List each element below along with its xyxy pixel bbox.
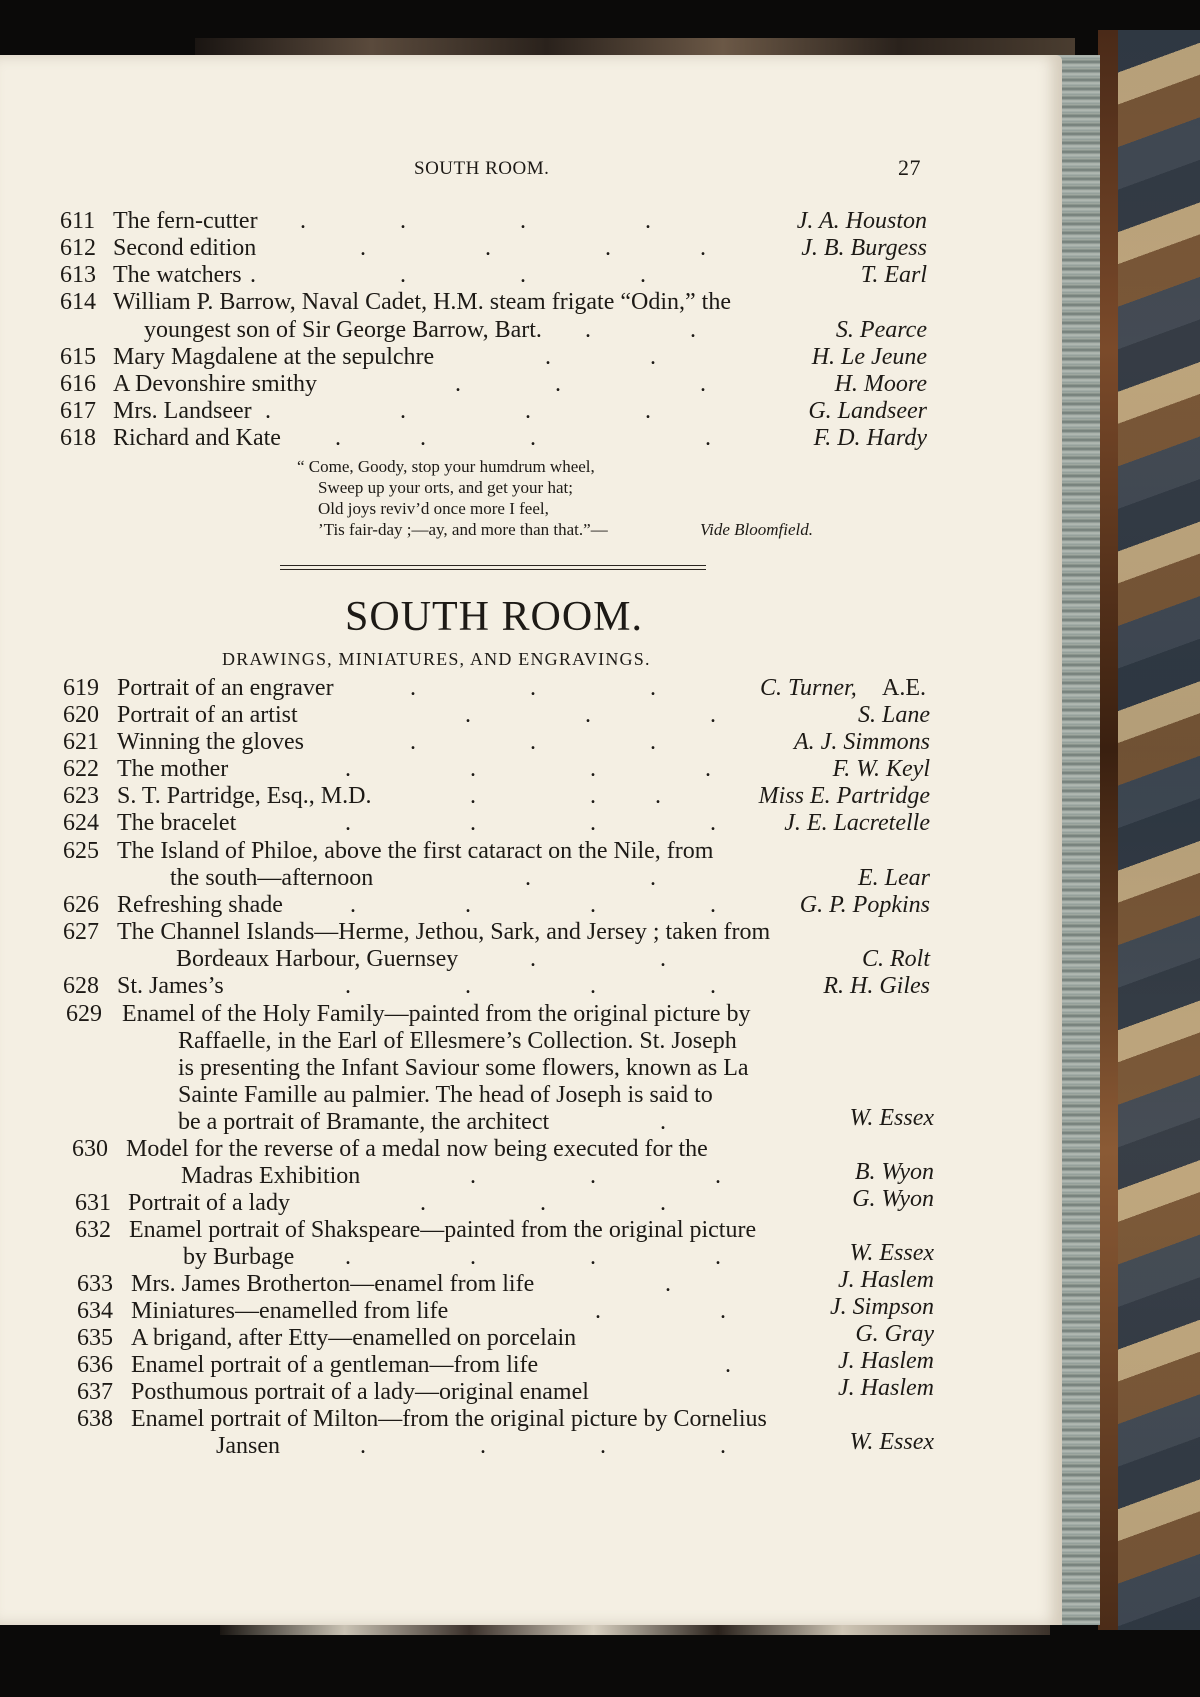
leader-dot: . [650, 344, 656, 370]
entry-title-continuation: youngest son of Sir George Barrow, Bart. [144, 317, 542, 343]
section-subtitle: DRAWINGS, MINIATURES, AND ENGRAVINGS. [222, 649, 651, 669]
entry-title: A Devonshire smithy [113, 371, 317, 397]
entry-number: 622 [63, 756, 99, 782]
verse-attribution: Vide Bloomfield. [700, 520, 813, 539]
entry-artist: C. Rolt [861, 946, 930, 972]
leader-dot: . [345, 810, 351, 836]
leader-dot: . [345, 756, 351, 782]
entry-title-continuation: Bordeaux Harbour, Guernsey [176, 946, 459, 972]
leader-dot: . [705, 425, 711, 451]
entry-number: 628 [63, 973, 99, 999]
leader-dot: . [345, 973, 351, 999]
entry-title: Portrait of an engraver [117, 675, 334, 701]
leader-dot: . [465, 973, 471, 999]
entry-number: 615 [60, 344, 96, 370]
leader-dot: . [360, 235, 366, 261]
entry-artist: J. Haslem [838, 1375, 934, 1401]
entry-title: St. James’s [117, 973, 224, 999]
leader-dot: . [525, 865, 531, 891]
entry-number: 638 [77, 1406, 113, 1432]
leader-dot: . [470, 783, 476, 809]
leader-dot: . [400, 208, 406, 234]
leader-dot: . [650, 675, 656, 701]
entry-title: A brigand, after Etty—enamelled on porcelain [131, 1325, 577, 1351]
entry-title: Model for the reverse of a medal now being executed for the [126, 1136, 708, 1162]
leader-dot: . [590, 892, 596, 918]
entry-title: Mrs. Landseer [113, 398, 252, 424]
entry-number: 618 [60, 425, 96, 451]
leader-dot: . [585, 702, 591, 728]
entry-number: 633 [77, 1271, 113, 1297]
leader-dot: . [705, 756, 711, 782]
marbled-cover-board [1098, 30, 1200, 1630]
leader-dot: . [485, 235, 491, 261]
entry-title: The Channel Islands—Herme, Jethou, Sark, and Jersey ; taken from [117, 919, 771, 945]
entry-number: 635 [77, 1325, 113, 1351]
leader-dot: . [410, 729, 416, 755]
entry-title: Portrait of an artist [117, 702, 298, 728]
leader-dot: . [265, 398, 271, 424]
leader-dot: . [720, 1433, 726, 1459]
entry-artist: J. B. Burgess [801, 235, 927, 261]
entry-title-continuation: be a portrait of Bramante, the architect [178, 1109, 550, 1135]
leader-dot: . [470, 756, 476, 782]
leader-dot: . [660, 946, 666, 972]
entry-title-continuation: is presenting the Infant Saviour some flowers, known as La [178, 1055, 749, 1081]
entry-number: 632 [75, 1217, 111, 1243]
entry-title-continuation: Sainte Famille au palmier. The head of Joseph is said to [178, 1082, 713, 1108]
entry-number: 623 [63, 783, 99, 809]
leader-dot: . [700, 371, 706, 397]
leader-dot: . [665, 1271, 671, 1297]
leader-dot: . [455, 371, 461, 397]
leader-dot: . [590, 756, 596, 782]
verse-line: “ Come, Goody, stop your humdrum wheel, [297, 457, 595, 476]
entry-number: 626 [63, 892, 99, 918]
entry-artist: J. A. Houston [796, 208, 927, 234]
entry-number: 617 [60, 398, 96, 424]
entry-number: 630 [72, 1136, 108, 1162]
entry-artist: A. J. Simmons [794, 729, 930, 755]
entry-artist: T. Earl [860, 262, 927, 288]
entry-number: 612 [60, 235, 96, 261]
entry-artist: R. H. Giles [823, 973, 930, 999]
verse-line: Old joys reviv’d once more I feel, [318, 499, 549, 518]
entry-title-continuation: by Burbage [183, 1244, 295, 1270]
entry-title-continuation: Jansen [216, 1433, 280, 1459]
entry-artist: J. Simpson [830, 1294, 934, 1320]
leader-dot: . [725, 1352, 731, 1378]
entry-number: 620 [63, 702, 99, 728]
leader-dot: . [400, 262, 406, 288]
entry-artist: E. Lear [858, 865, 930, 891]
entry-number: 627 [63, 919, 99, 945]
leader-dot: . [540, 1190, 546, 1216]
section-divider [280, 569, 706, 570]
entry-number: 619 [63, 675, 99, 701]
leader-dot: . [465, 702, 471, 728]
entry-title-continuation: Madras Exhibition [181, 1163, 361, 1189]
section-divider [280, 565, 706, 566]
leader-dot: . [300, 208, 306, 234]
entry-title: The mother [117, 756, 229, 782]
entry-artist: J. E. Lacretelle [784, 810, 930, 836]
leader-dot: . [700, 235, 706, 261]
entry-title: The bracelet [117, 810, 237, 836]
leader-dot: . [465, 892, 471, 918]
entry-artist: B. Wyon [854, 1159, 934, 1185]
leader-dot: . [710, 892, 716, 918]
leader-dot: . [710, 810, 716, 836]
entry-artist-suffix: A.E. [882, 675, 926, 701]
leader-dot: . [470, 1244, 476, 1270]
leader-dot: . [335, 425, 341, 451]
leader-dot: . [660, 1190, 666, 1216]
verse-line: Sweep up your orts, and get your hat; [318, 478, 573, 497]
leader-dot: . [720, 1298, 726, 1324]
leader-dot: . [715, 1244, 721, 1270]
leader-dot: . [345, 1244, 351, 1270]
leader-dot: . [655, 783, 661, 809]
entry-title: Miniatures—enamelled from life [131, 1298, 449, 1324]
leader-dot: . [640, 262, 646, 288]
leader-dot: . [520, 208, 526, 234]
entry-artist: W. Essex [849, 1240, 934, 1266]
entry-artist: J. Haslem [838, 1267, 934, 1293]
leader-dot: . [590, 1244, 596, 1270]
entry-title: Second edition [113, 235, 257, 261]
entry-artist: F. W. Keyl [832, 756, 930, 782]
leader-dot: . [590, 810, 596, 836]
entry-artist: H. Moore [834, 371, 927, 397]
leader-dot: . [470, 1163, 476, 1189]
entry-title: Mrs. James Brotherton—enamel from life [131, 1271, 535, 1297]
entry-title: The fern-cutter [113, 208, 258, 234]
entry-artist: G. P. Popkins [799, 892, 930, 918]
entry-title: Richard and Kate [113, 425, 281, 451]
entry-title: Mary Magdalene at the sepulchre [113, 344, 435, 370]
entry-title: Enamel portrait of Shakspeare—painted from the original picture [129, 1217, 757, 1243]
leader-dot: . [530, 946, 536, 972]
entry-number: 625 [63, 838, 99, 864]
entry-artist: C. Turner, [760, 675, 857, 701]
leader-dot: . [350, 892, 356, 918]
leader-dot: . [645, 208, 651, 234]
entry-artist: Miss E. Partridge [758, 783, 930, 809]
leader-dot: . [480, 1433, 486, 1459]
leader-dot: . [525, 398, 531, 424]
entry-artist: S. Pearce [835, 317, 927, 343]
leader-dot: . [530, 425, 536, 451]
entry-title: The watchers [113, 262, 242, 288]
entry-artist: F. D. Hardy [813, 425, 927, 451]
leader-dot: . [530, 675, 536, 701]
leader-dot: . [645, 398, 651, 424]
entry-title: Enamel portrait of Milton—from the original picture by Cornelius [131, 1406, 767, 1432]
leader-dot: . [585, 317, 591, 343]
entry-title: Posthumous portrait of a lady—original enamel [131, 1379, 589, 1405]
entry-number: 637 [77, 1379, 113, 1405]
entry-number: 636 [77, 1352, 113, 1378]
section-title: SOUTH ROOM. [345, 594, 644, 640]
entry-artist: G. Gray [855, 1321, 934, 1347]
leader-dot: . [590, 783, 596, 809]
entry-artist: W. Essex [849, 1429, 934, 1455]
leader-dot: . [595, 1298, 601, 1324]
entry-artist: G. Landseer [808, 398, 927, 424]
leader-dot: . [470, 810, 476, 836]
entry-title: Refreshing shade [117, 892, 283, 918]
leader-dot: . [420, 425, 426, 451]
entry-number: 624 [63, 810, 99, 836]
leader-dot: . [360, 1433, 366, 1459]
entry-title: Portrait of a lady [128, 1190, 290, 1216]
entry-artist: W. Essex [849, 1105, 934, 1131]
catalogue-page [0, 55, 1062, 1625]
entry-artist: G. Wyon [852, 1186, 934, 1212]
leader-dot: . [410, 675, 416, 701]
leader-dot: . [605, 235, 611, 261]
entry-number: 613 [60, 262, 96, 288]
leader-dot: . [715, 1163, 721, 1189]
entry-number: 629 [66, 1001, 102, 1027]
leader-dot: . [710, 702, 716, 728]
entry-number: 616 [60, 371, 96, 397]
leader-dot: . [590, 973, 596, 999]
entry-title: S. T. Partridge, Esq., M.D. [117, 783, 372, 809]
entry-title: William P. Barrow, Naval Cadet, H.M. steam frigate “Odin,” the [113, 289, 731, 315]
entry-title-continuation: the south—afternoon [170, 865, 374, 891]
leader-dot: . [530, 729, 536, 755]
leader-dot: . [660, 1109, 666, 1135]
running-head: SOUTH ROOM. [414, 158, 550, 179]
leader-dot: . [420, 1190, 426, 1216]
entry-number: 634 [77, 1298, 113, 1324]
entry-number: 611 [60, 208, 96, 234]
leader-dot: . [400, 398, 406, 424]
leader-dot: . [545, 344, 551, 370]
leader-dot: . [650, 729, 656, 755]
entry-artist: S. Lane [858, 702, 930, 728]
entry-title-continuation: Raffaelle, in the Earl of Ellesmere’s Collection. St. Joseph [178, 1028, 737, 1054]
entry-artist: H. Le Jeune [811, 344, 927, 370]
leader-dot: . [520, 262, 526, 288]
leader-dot: . [650, 865, 656, 891]
leader-dot: . [600, 1433, 606, 1459]
leader-dot: . [710, 973, 716, 999]
leader-dot: . [250, 262, 256, 288]
entry-title: Winning the gloves [117, 729, 305, 755]
verse-line: ’Tis fair-day ;—ay, and more than that.”— [318, 520, 608, 539]
entry-number: 621 [63, 729, 99, 755]
leader-dot: . [555, 371, 561, 397]
entry-title: Enamel portrait of a gentleman—from life [131, 1352, 539, 1378]
entry-number: 614 [60, 289, 96, 315]
entry-artist: J. Haslem [838, 1348, 934, 1374]
entry-title: The Island of Philoe, above the first cataract on the Nile, from [117, 838, 714, 864]
entry-number: 631 [75, 1190, 111, 1216]
page-number: 27 [898, 155, 921, 180]
leader-dot: . [690, 317, 696, 343]
leader-dot: . [590, 1163, 596, 1189]
entry-title: Enamel of the Holy Family—painted from the original picture by [122, 1001, 751, 1027]
